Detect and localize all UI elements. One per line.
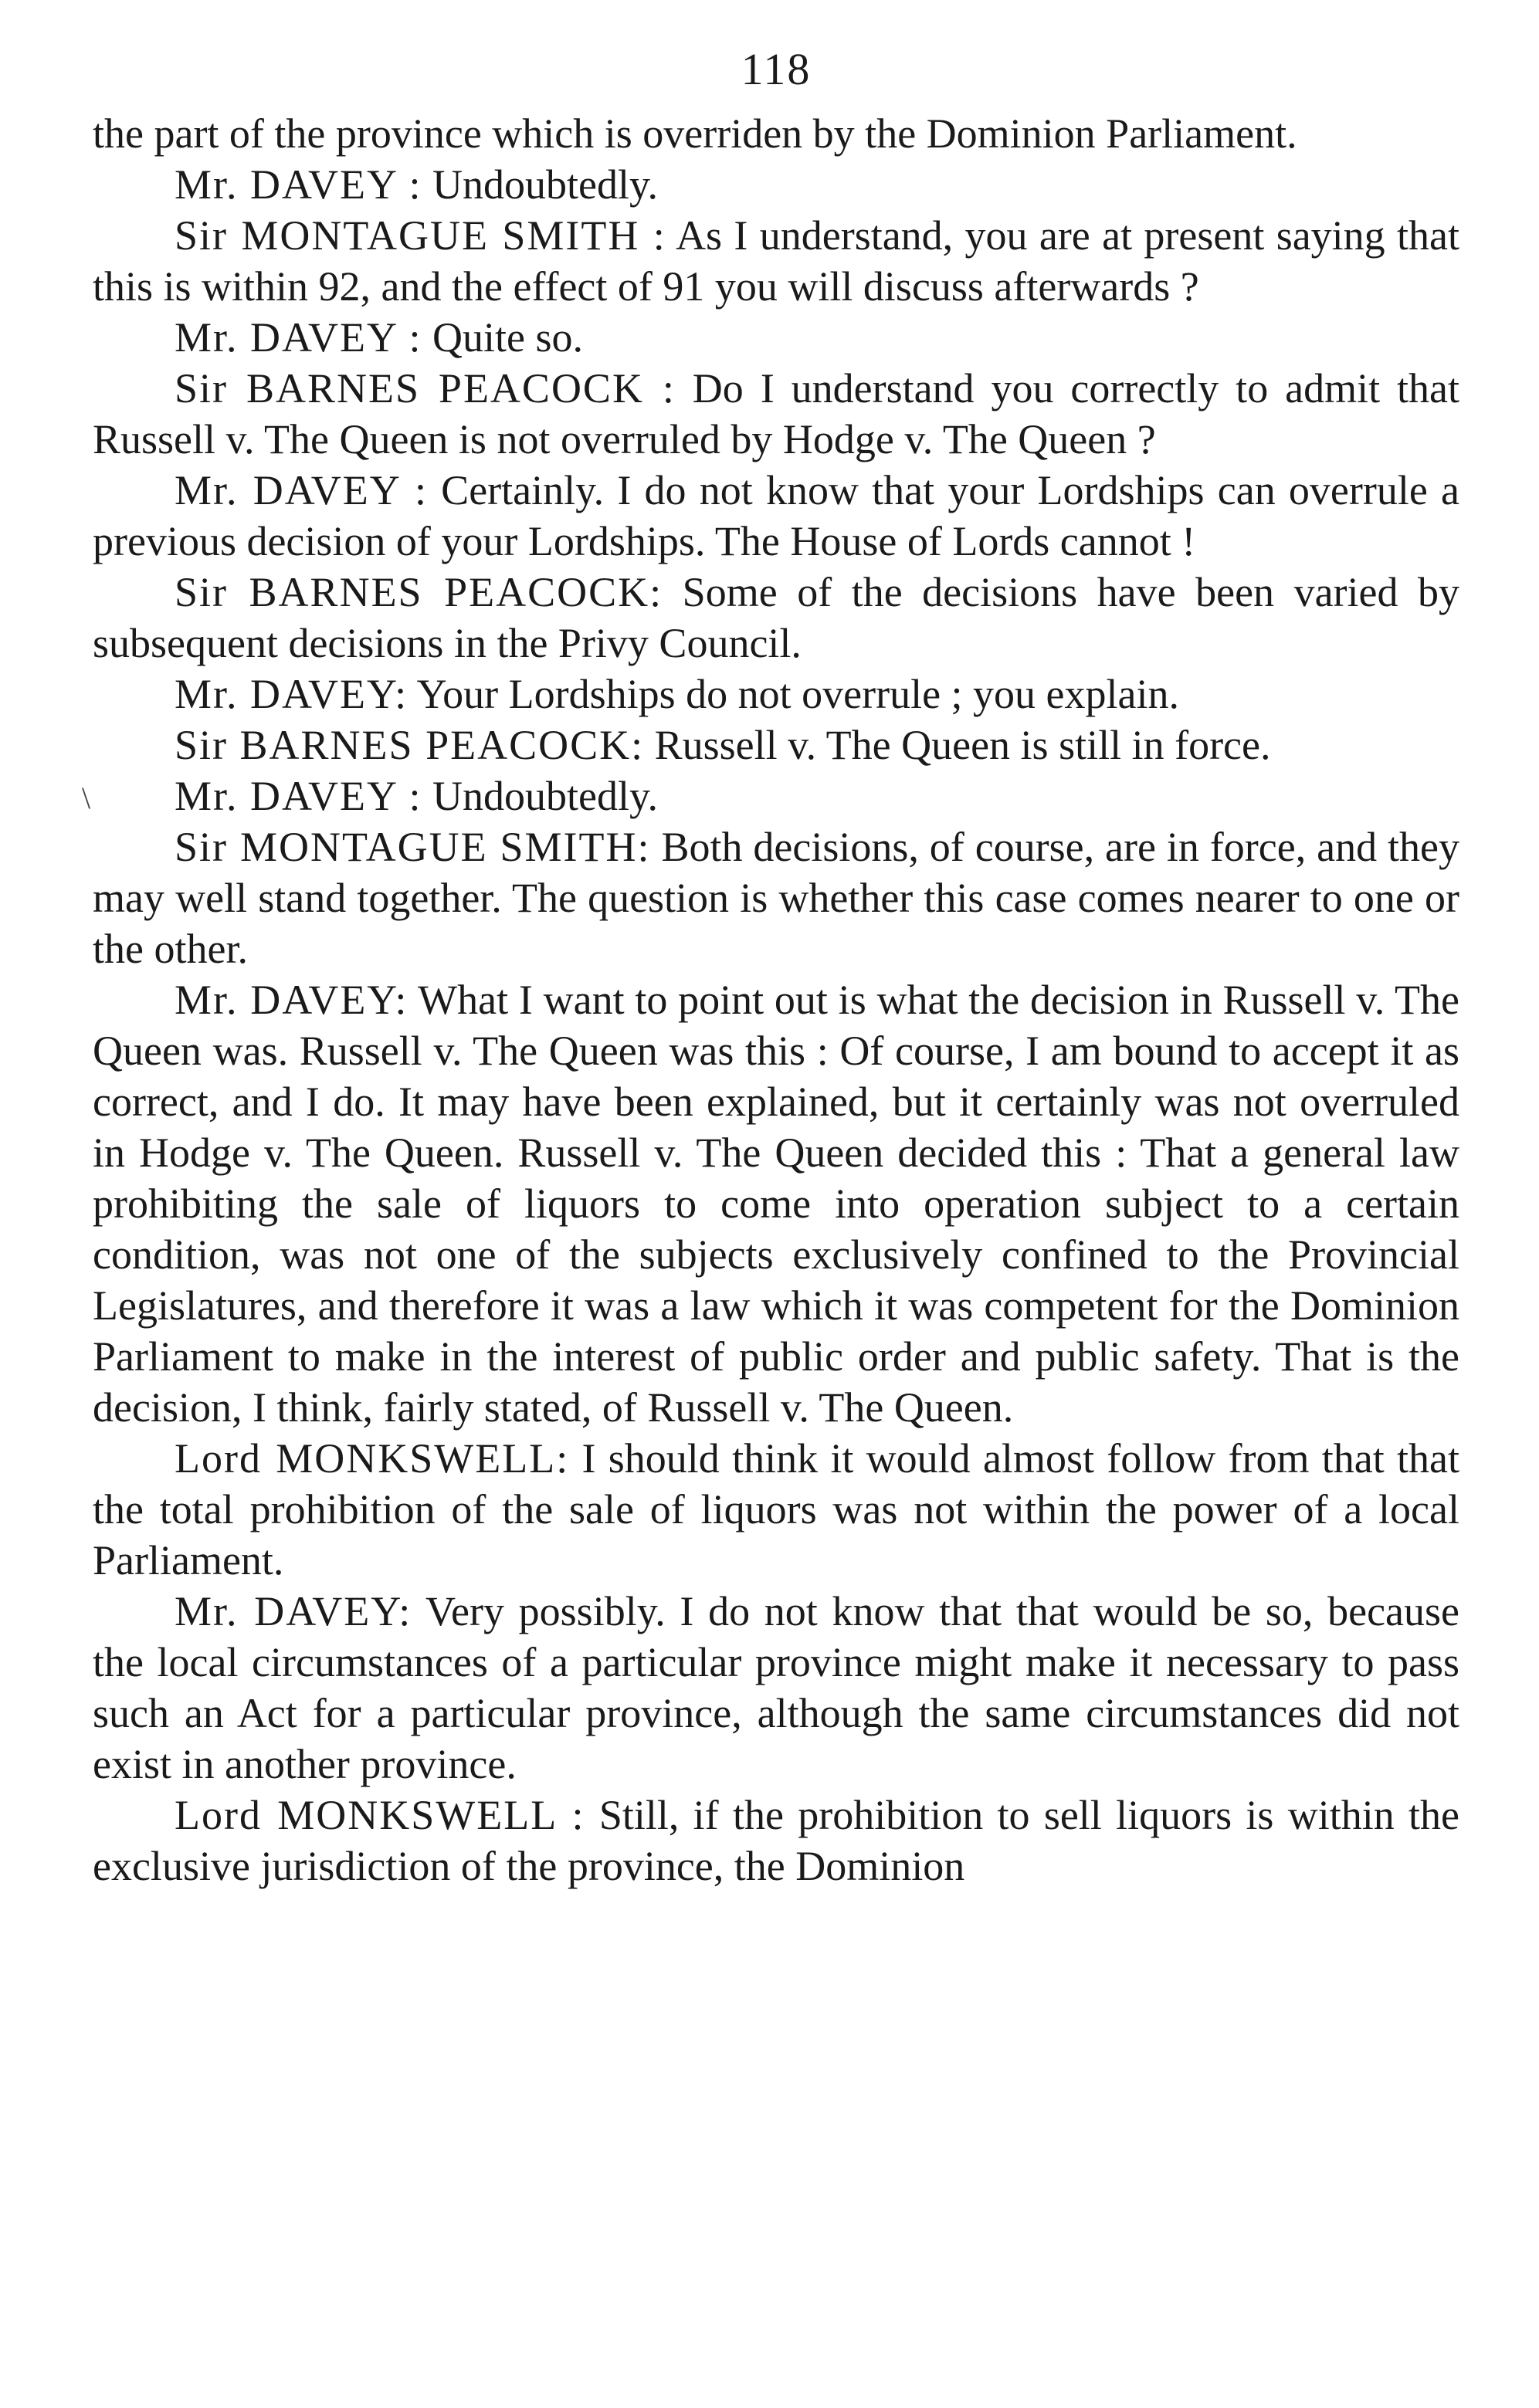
paragraph (93, 720, 1459, 770)
paragraph-text: Quite so. (422, 314, 584, 361)
paragraph (93, 465, 1459, 567)
paragraph-text: As I understand, you are at present saying that this is within 92, and the effect of 91 you will discuss afterwards ? (93, 212, 1459, 310)
paragraph-text: Certainly. I do not know that your Lordships can overrule a previous decision of your Lordships. The House of Lords cannot ! (93, 467, 1460, 564)
speaker-name: Mr. DAVEY : (175, 161, 422, 208)
speaker-name: Mr. DAVEY: (175, 671, 408, 717)
document-body (93, 108, 1459, 1892)
paragraph (93, 1586, 1459, 1790)
paragraph (93, 363, 1459, 465)
speaker-name: Sir BARNES PEACOCK: (175, 722, 645, 768)
speaker-name: Sir BARNES PEACOCK : (175, 365, 676, 411)
speaker-name: Sir MONTAGUE SMITH: (175, 824, 651, 870)
paragraph (93, 1433, 1459, 1586)
paragraph-text: Russell v. The Queen is still in force. (644, 722, 1271, 768)
paragraph (93, 312, 1459, 363)
paragraph (93, 770, 1459, 821)
page-number: 118 (741, 44, 812, 94)
paragraph (93, 567, 1459, 669)
paragraph-text: Some of the decisions have been varied by subsequent decisions in the Privy Council. (93, 569, 1459, 666)
paragraph-text: Your Lordships do not overrule ; you explain. (408, 671, 1179, 717)
paragraph-text: the part of the province which is overriden by the Dominion Parliament. (93, 110, 1297, 157)
speaker-name: Sir MONTAGUE SMITH : (175, 212, 666, 259)
paragraph (93, 821, 1459, 974)
paragraph-text: What I want to point out is what the decision in Russell v. The Queen was. Russell v. The Queen was this : Of course, I am bound to accept it as correct, and I do. It may have been explained, but it certainly was not overruled in Hodge v. The Queen. Russell v. The Queen decided this : That a general law prohibiting the sale of liquors to come into operation subject to a certain condition, was not one of the subjects exclusively confined to the Provincial Legislatures, and therefore it was a law which it was competent for the Dominion Parliament to make in the interest of public order and public safety. That is the decision, I think, fairly stated, of Russell v. The Queen. (93, 977, 1459, 1431)
paragraph-text: Both decisions, of course, are in force, and they may well stand together. The question is whether this case comes nearer to one or the other. (93, 824, 1459, 972)
speaker-name: Mr. DAVEY : (175, 467, 428, 513)
speaker-name: Lord MONKSWELL: (175, 1435, 570, 1482)
paragraph (93, 974, 1459, 1433)
document-page (93, 39, 1459, 1892)
paragraph-text: I should think it would almost follow from that that the total prohibition of the sale of liquors was not within the power of a local Parliament. (93, 1435, 1460, 1583)
margin-mark: \ (82, 781, 91, 815)
paragraph-text: Still, if the prohibition to sell liquors is within the exclusive jurisdiction of the province, the Dominion (93, 1792, 1459, 1889)
speaker-name: Mr. DAVEY: (175, 1588, 412, 1634)
speaker-name: Sir BARNES PEACOCK: (175, 569, 663, 615)
paragraph (93, 108, 1459, 159)
speaker-name: Mr. DAVEY : (175, 773, 422, 819)
paragraph (93, 669, 1459, 720)
paragraph (93, 159, 1459, 210)
paragraph (93, 210, 1459, 312)
paragraph-text: Do I understand you correctly to admit that Russell v. The Queen is not overruled by Hodge v. The Queen ? (93, 365, 1459, 462)
speaker-name: Mr. DAVEY : (175, 314, 422, 361)
paragraph-text: Very possibly. I do not know that that would be so, because the local circumstances of a particular province might make it necessary to pass such an Act for a particular province, although the same circumstances did not exist in another province. (93, 1588, 1460, 1787)
paragraph-text: Undoubtedly. (422, 161, 658, 208)
paragraph (93, 1790, 1459, 1892)
paragraph-text: Undoubtedly. (422, 773, 658, 819)
speaker-name: Lord MONKSWELL : (175, 1792, 585, 1838)
speaker-name: Mr. DAVEY: (175, 977, 408, 1023)
